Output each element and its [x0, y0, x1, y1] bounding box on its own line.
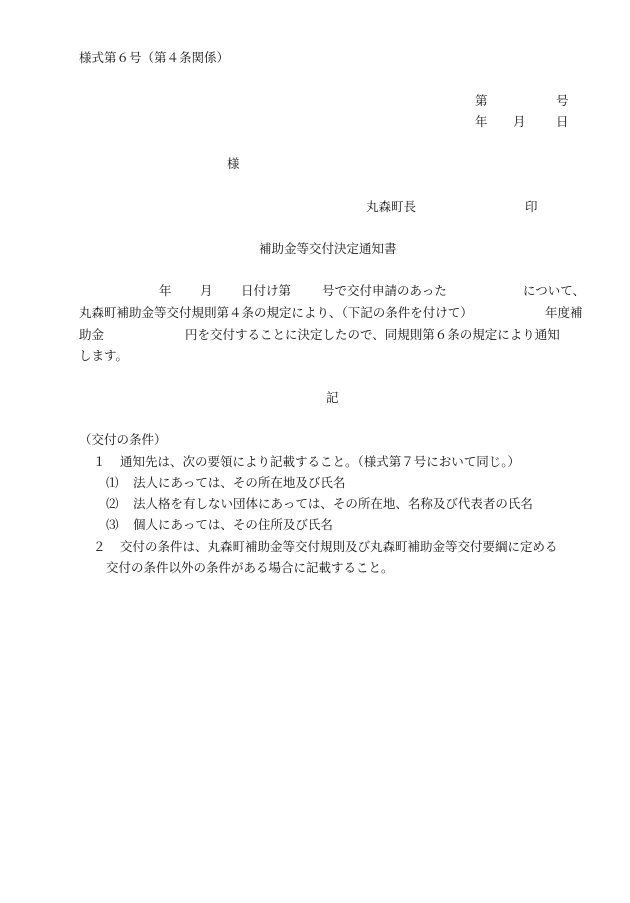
conditions-heading: （交付の条件） — [79, 432, 167, 447]
condition-2-number: ２ — [93, 539, 106, 554]
document-title: 補助金等交付決定通知書 — [259, 241, 397, 256]
issuer-name: 丸森町長 — [366, 199, 417, 214]
body-about-label: について、 — [523, 283, 586, 298]
body-month-label: 月 — [200, 283, 213, 298]
condition-1-number: １ — [93, 454, 106, 469]
body-year-label: 年 — [159, 283, 172, 298]
condition-1-text: 通知先は、次の要領により記載すること。（様式第７号において同じ。） — [120, 454, 521, 469]
condition-2-text: 交付の条件は、丸森町補助金等交付規則及び丸森町補助金等交付要綱に定める — [120, 539, 558, 554]
subitem-2-number: ⑵ — [106, 496, 119, 511]
doc-number-go: 号 — [556, 93, 569, 108]
form-number: 様式第６号（第４条関係） — [79, 50, 230, 65]
date-year-label: 年 — [475, 114, 488, 129]
date-day-label: 日 — [556, 114, 569, 129]
body-closing: します。 — [79, 348, 129, 363]
subitem-2-text: 法人格を有しない団体にあっては、その所在地、名称及び代表者の氏名 — [133, 496, 533, 511]
subitem-1-text: 法人にあっては、その所在地及び氏名 — [133, 475, 346, 490]
date-month-label: 月 — [513, 114, 526, 129]
body-regulation-line: 丸森町補助金等交付規則第４条の規定により、（下記の条件を付けて） — [79, 305, 473, 320]
ki-heading: 記 — [326, 390, 339, 405]
body-subsidy-label: 助金 — [79, 327, 105, 342]
recipient-honorific: 様 — [227, 156, 240, 171]
body-amount-decision-line: 円を交付することに決定したので、同規則第６条の規定により通知 — [185, 327, 560, 342]
body-application-number-label: 号で交付申請のあった — [322, 283, 447, 298]
body-fiscal-year-label: 年度補 — [545, 305, 583, 320]
subitem-3-number: ⑶ — [106, 517, 119, 532]
issuer-seal: 印 — [525, 199, 538, 214]
body-date-no-label: 日付け第 — [241, 283, 292, 298]
subitem-1-number: ⑴ — [106, 475, 119, 490]
doc-number-dai: 第 — [475, 93, 488, 108]
subitem-3-text: 個人にあっては、その住所及び氏名 — [133, 517, 333, 532]
condition-2-text-continued: 交付の条件以外の条件がある場合に記載すること。 — [106, 560, 394, 575]
